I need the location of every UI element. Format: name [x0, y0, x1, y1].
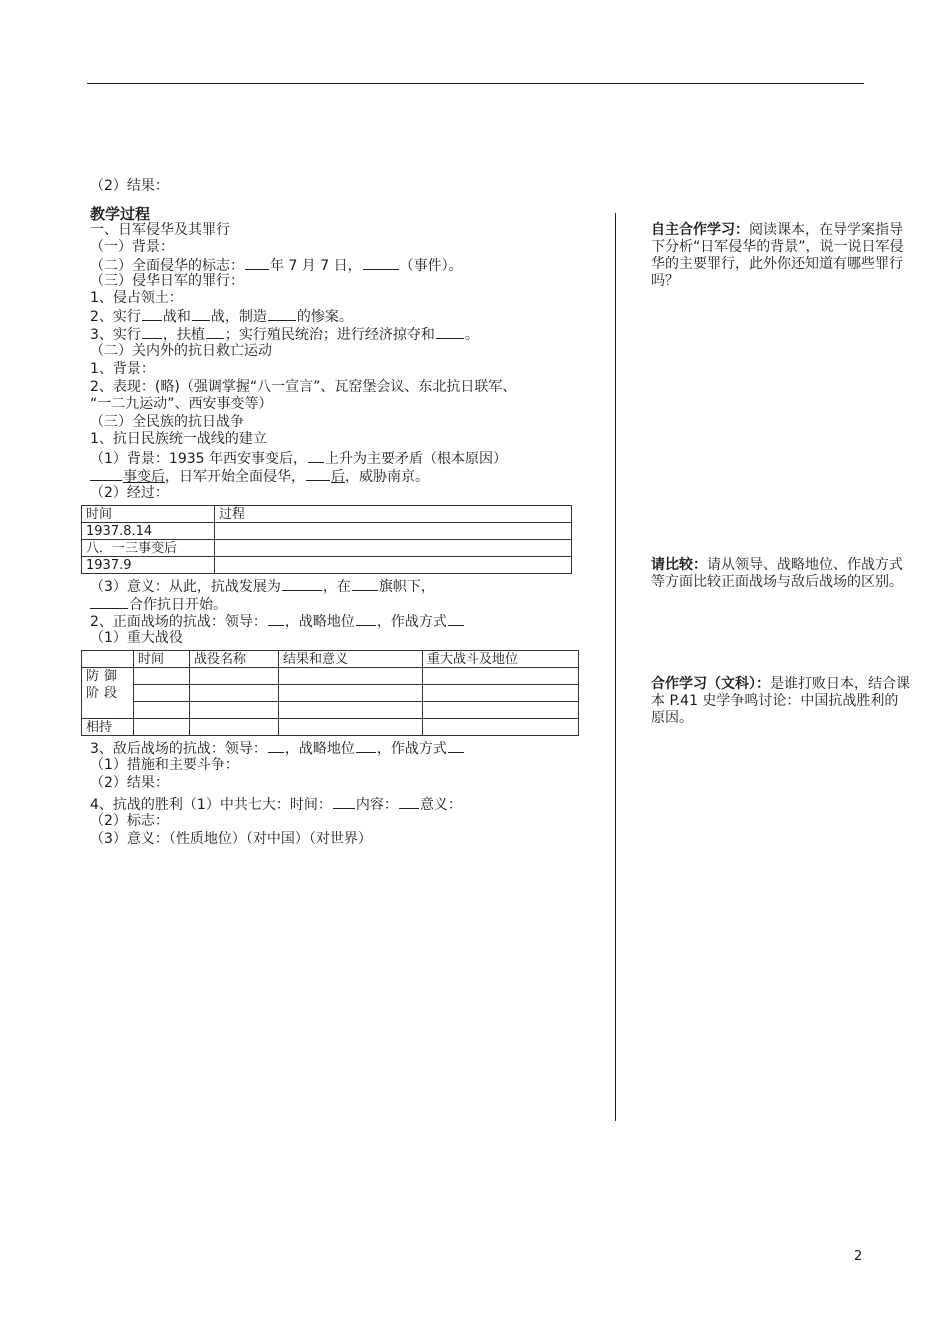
process-header-time: 时间: [82, 506, 215, 523]
process-cell: [215, 540, 572, 557]
process-table: [81, 505, 572, 574]
battle-header: [82, 651, 134, 668]
s1: 一、日军侵华及其罪行: [90, 222, 230, 238]
b3a: （1）措施和主要斗争：: [90, 757, 239, 773]
u3: （3）意义：从此，抗战发展为 ，在 旗帜下，: [90, 579, 435, 595]
b3b: （2）结果：: [90, 775, 169, 791]
header-rule: [87, 83, 864, 84]
u1c: （2）经过：: [90, 485, 169, 501]
stalemate-label: 相持: [82, 719, 134, 736]
s3: （三）全民族的抗日战争: [90, 414, 244, 430]
v4: 4、抗战的胜利（1）中共七大：时间： 内容： 意义：: [90, 797, 462, 813]
u1: 1、抗日民族统一战线的建立: [90, 431, 267, 447]
battle-table: [81, 650, 579, 736]
process-cell: 1937.9: [82, 557, 215, 574]
section-title: 教学过程: [90, 205, 151, 223]
r1: 1、侵占领土：: [90, 290, 183, 306]
m1: 1、背景：: [90, 361, 155, 377]
side-note-self-study: 自主合作学习：阅读课本，在导学案指导下分析“日军侵华的背景”，说一说日军侵华的主要罪行，此外你还知道有哪些罪行吗？: [651, 222, 904, 289]
process-cell: [215, 523, 572, 540]
battle-header: 战役名称: [190, 651, 279, 668]
table-row: [82, 685, 579, 702]
process-cell: 1937.8.14: [82, 523, 215, 540]
table-row: [82, 702, 579, 719]
table-row: [82, 668, 579, 685]
results-heading: （2）结果：: [90, 178, 169, 194]
s1b: （二）全面侵华的标志： 年 7 月 7 日， （事件）。: [90, 258, 463, 274]
side-note-cooperative: 合作学习（文科）：是谁打败日本，结合课本 P.41 史学争鸣讨论：中国抗战胜利的原因。: [651, 676, 910, 726]
page-number: 2: [854, 1249, 863, 1264]
battle-header: 结果和意义: [279, 651, 423, 668]
v4b: （2）标志：: [90, 813, 169, 829]
m2: 2、表现：(略)（强调掌握“八一宣言”、瓦窑堡会议、东北抗日联军、: [90, 379, 517, 395]
u3d: 合作抗日开始。: [90, 595, 227, 614]
s1a: （一）背景：: [90, 239, 174, 255]
s1c: （三）侵华日军的罪行：: [90, 273, 244, 289]
f2a: （1）重大战役: [90, 630, 183, 646]
table-row: [82, 523, 572, 540]
r2: 2、实行 战和 战，制造 的惨案。: [90, 309, 353, 325]
s2: （二）关内外的抗日救亡运动: [90, 343, 272, 359]
v4c: （3）意义：（性质地位）（对中国）（对世界）: [90, 831, 372, 847]
defense-label: 防御阶段: [82, 668, 134, 719]
battle-header: 时间: [134, 651, 190, 668]
r3: 3、实行 ，扶植 ；实行殖民统治；进行经济掠夺和 。: [90, 327, 479, 343]
table-row: [82, 540, 572, 557]
u1b: 事变后，日军开始全面侵华， 后，威胁南京。: [90, 467, 429, 486]
process-cell: 八．一三事变后: [82, 540, 215, 557]
column-divider: [615, 213, 616, 1121]
side-note-compare: 请比较：请从领导、战略地位、作战方式等方面比较正面战场与敌后战场的区别。: [651, 557, 903, 590]
b3: 3、敌后战场的抗战：领导： ，战略地位 ，作战方式: [90, 739, 465, 758]
m2b: “一二九运动”、西安事变等）: [90, 396, 273, 412]
battle-header: 重大战斗及地位: [423, 651, 579, 668]
process-cell: [215, 557, 572, 574]
table-row: [82, 557, 572, 574]
table-row: [82, 719, 579, 736]
process-header-process: 过程: [215, 506, 572, 523]
u1a: （1）背景：1935 年西安事变后， 上升为主要矛盾（根本原因）: [90, 451, 507, 467]
f2: 2、正面战场的抗战：领导： ，战略地位 ，作战方式: [90, 612, 465, 631]
